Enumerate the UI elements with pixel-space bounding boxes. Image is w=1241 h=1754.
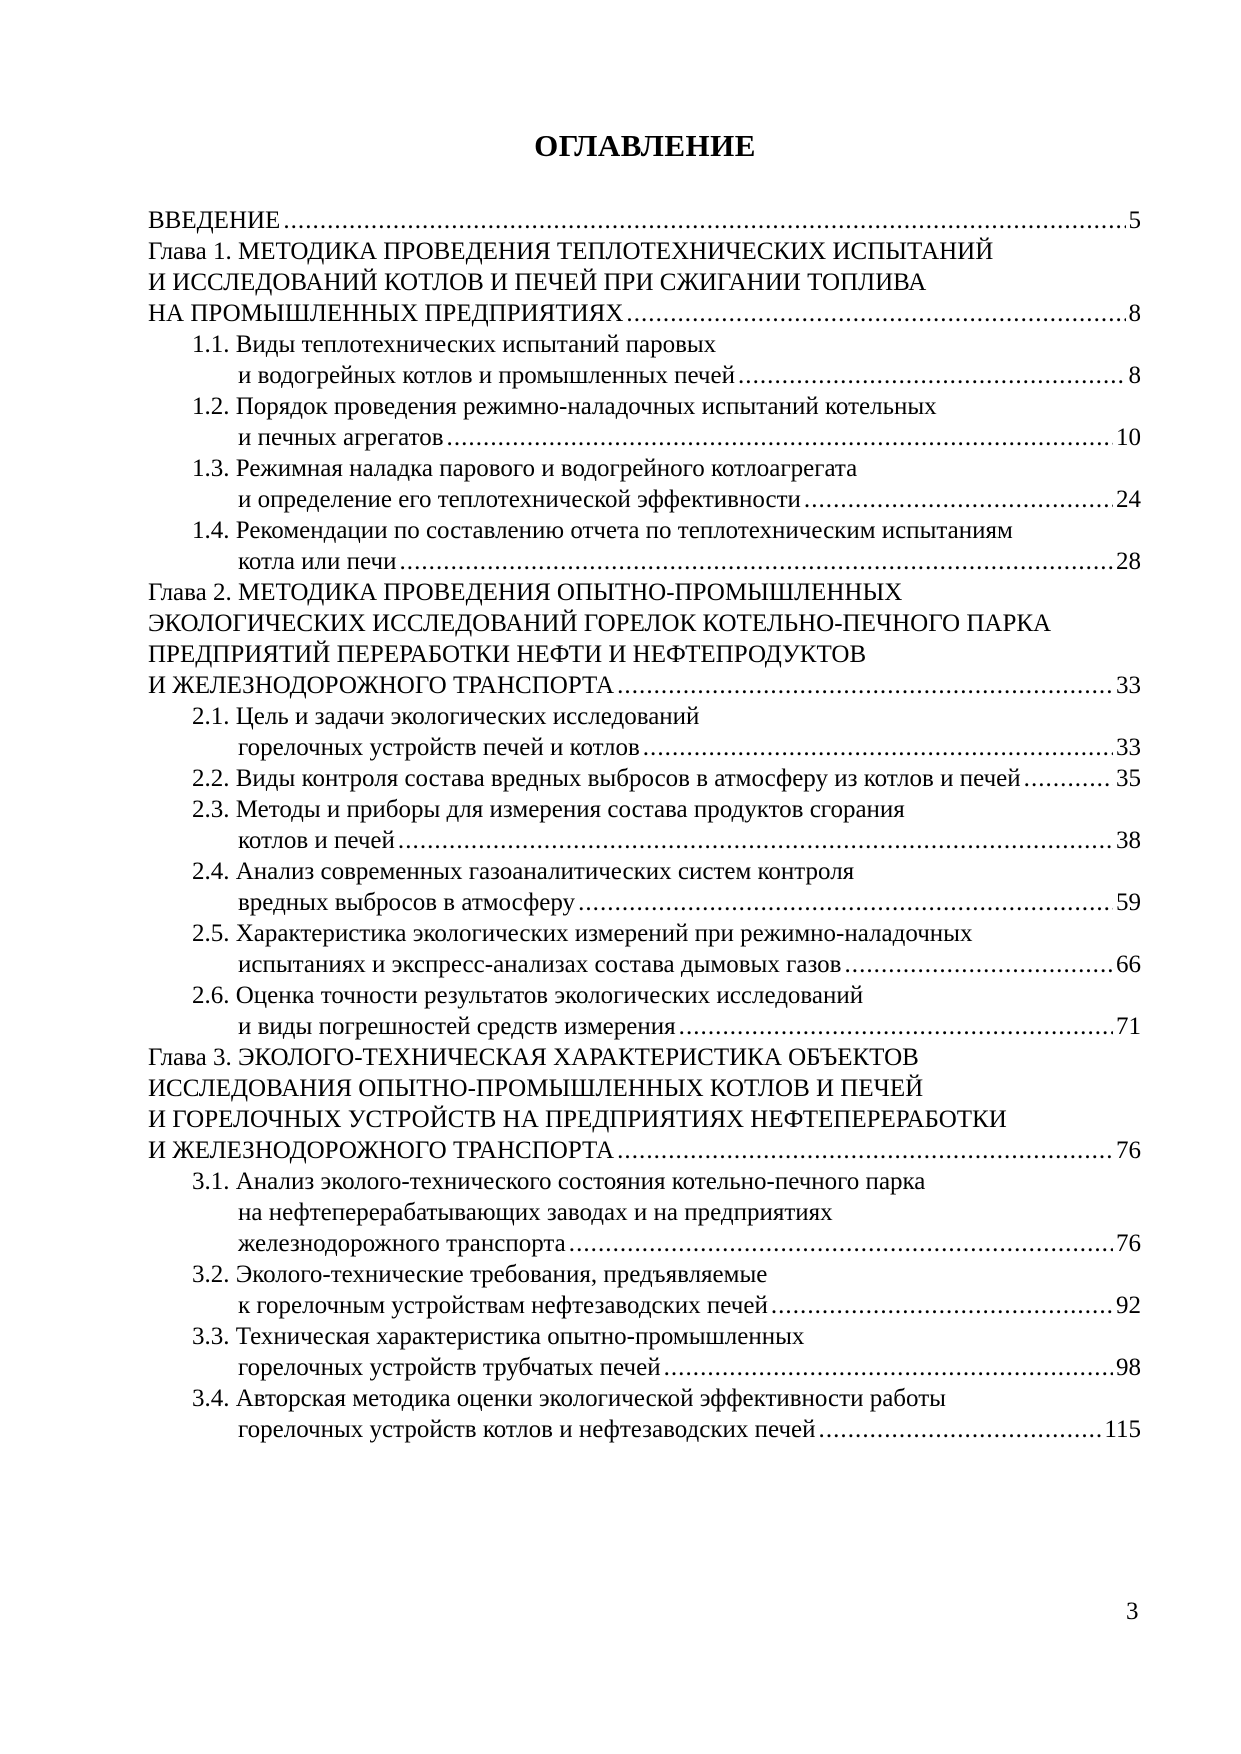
toc-entry-text: 3.1. Анализ эколого-технического состояния котельно-печного парка	[192, 1168, 926, 1195]
toc-line	[192, 732, 1141, 763]
toc-entry-text: котла или печи	[238, 548, 397, 575]
toc-entry-text: и определение его теплотехнической эффективности	[238, 486, 801, 513]
toc-line	[192, 701, 1141, 732]
toc-entry-text: И ГОРЕЛОЧНЫХ УСТРОЙСТВ НА ПРЕДПРИЯТИЯХ НЕФТЕПЕРЕРАБОТКИ	[148, 1106, 1007, 1133]
toc-page-number: 33	[1116, 734, 1141, 761]
dot-leader	[626, 298, 1125, 329]
toc-page-number: 76	[1116, 1137, 1141, 1164]
toc-line	[192, 980, 1141, 1011]
toc-page-number: 98	[1116, 1354, 1141, 1381]
toc-entry-text: котлов и печей	[238, 827, 395, 854]
toc-line	[192, 484, 1141, 515]
toc-line	[148, 577, 1141, 608]
dot-leader	[569, 1228, 1113, 1259]
toc-entry-text: И ЖЕЛЕЗНОДОРОЖНОГО ТРАНСПОРТА	[148, 672, 615, 699]
toc-entry-text: горелочных устройств печей и котлов	[238, 734, 640, 761]
toc-line	[148, 670, 1141, 701]
toc-line	[192, 1259, 1141, 1290]
toc-line	[148, 1104, 1141, 1135]
toc-entry-text: 3.2. Эколого-технические требования, предъявляемые	[192, 1261, 768, 1288]
toc-entry-text: и виды погрешностей средств измерения	[238, 1013, 676, 1040]
dot-leader	[617, 670, 1113, 701]
toc-page-number: 5	[1128, 207, 1141, 234]
toc-entry-text: НА ПРОМЫШЛЕННЫХ ПРЕДПРИЯТИЯХ	[148, 300, 624, 327]
toc-line	[192, 856, 1141, 887]
toc-section-entry	[192, 763, 1141, 794]
toc-line	[148, 1135, 1141, 1166]
toc-line	[192, 1197, 1141, 1228]
toc-entry-text: 2.1. Цель и задачи экологических исследований	[192, 703, 700, 730]
toc-entry-text: 2.6. Оценка точности результатов экологических исследований	[192, 982, 864, 1009]
toc-line	[148, 608, 1141, 639]
toc-line	[148, 298, 1141, 329]
toc-entry-text: вредных выбросов в атмосферу	[238, 889, 576, 916]
toc-line	[192, 887, 1141, 918]
toc-line	[192, 1352, 1141, 1383]
toc-entry-text: 1.4. Рекомендации по составлению отчета по теплотехническим испытаниям	[192, 517, 1013, 544]
toc-section-entry	[192, 453, 1141, 515]
toc-entry-text: 3.3. Техническая характеристика опытно-промышленных	[192, 1323, 805, 1350]
page-number: 3	[1126, 1598, 1139, 1625]
toc-line	[148, 205, 1141, 236]
toc-page-number: 71	[1116, 1013, 1141, 1040]
toc-line	[192, 1383, 1141, 1414]
toc-entry-text: 1.3. Режимная наладка парового и водогрейного котлоагрегата	[192, 455, 858, 482]
toc-line	[192, 1321, 1141, 1352]
dot-leader	[679, 1011, 1113, 1042]
dot-leader	[738, 360, 1126, 391]
toc-page-number: 92	[1116, 1292, 1141, 1319]
toc-line	[192, 391, 1141, 422]
toc-section-entry	[192, 1321, 1141, 1383]
toc-page-number: 33	[1116, 672, 1141, 699]
toc-section-entry	[192, 1259, 1141, 1321]
dot-leader	[578, 887, 1113, 918]
toc-page-number: 59	[1116, 889, 1141, 916]
toc-line	[148, 1042, 1141, 1073]
toc-line	[192, 546, 1141, 577]
toc-line	[148, 639, 1141, 670]
dot-leader	[399, 546, 1113, 577]
toc-section-entry	[192, 1166, 1141, 1259]
toc-page-number: 24	[1116, 486, 1141, 513]
toc-line	[192, 763, 1141, 794]
toc-line	[148, 236, 1141, 267]
toc-line	[192, 1228, 1141, 1259]
toc-line	[192, 329, 1141, 360]
toc-entry-text: И ЖЕЛЕЗНОДОРОЖНОГО ТРАНСПОРТА	[148, 1137, 615, 1164]
dot-leader	[804, 484, 1113, 515]
toc-chapter-entry	[148, 1042, 1141, 1166]
toc-section-entry	[192, 329, 1141, 391]
toc-page-number: 8	[1128, 300, 1141, 327]
toc-entry-text: горелочных устройств трубчатых печей	[238, 1354, 661, 1381]
toc-entry-text: 2.3. Методы и приборы для измерения состава продуктов сгорания	[192, 796, 905, 823]
toc-section-entry	[192, 794, 1141, 856]
toc-entry-text: Глава 2. МЕТОДИКА ПРОВЕДЕНИЯ ОПЫТНО-ПРОМЫШЛЕННЫХ	[148, 579, 903, 606]
dot-leader	[664, 1352, 1113, 1383]
toc-line	[192, 1166, 1141, 1197]
toc-section-entry	[192, 701, 1141, 763]
toc-page-number: 76	[1116, 1230, 1141, 1257]
toc-entry-text: к горелочным устройствам нефтезаводских печей	[238, 1292, 768, 1319]
toc-entry-text: И ИССЛЕДОВАНИЙ КОТЛОВ И ПЕЧЕЙ ПРИ СЖИГАНИИ ТОПЛИВА	[148, 269, 927, 296]
dot-leader	[643, 732, 1113, 763]
toc-line	[192, 1414, 1141, 1445]
toc-entry-text: и водогрейных котлов и промышленных печей	[238, 362, 735, 389]
toc-line	[192, 949, 1141, 980]
dot-leader	[1024, 763, 1113, 794]
toc-section-entry	[192, 856, 1141, 918]
dot-leader	[398, 825, 1113, 856]
toc-entry-text: 1.1. Виды теплотехнических испытаний паровых	[192, 331, 717, 358]
toc-entry-text: ЭКОЛОГИЧЕСКИХ ИССЛЕДОВАНИЙ ГОРЕЛОК КОТЕЛЬНО-ПЕЧНОГО ПАРКА	[148, 610, 1052, 637]
toc-page-number: 10	[1116, 424, 1141, 451]
toc-entry-text: горелочных устройств котлов и нефтезаводских печей	[238, 1416, 816, 1443]
toc-page-number: 8	[1128, 362, 1141, 389]
toc-entry-text: испытаниях и экспресс-анализах состава дымовых газов	[238, 951, 842, 978]
toc-title: ОГЛАВЛЕНИЕ	[534, 128, 756, 163]
toc-line	[192, 360, 1141, 391]
toc-chapter-entry	[148, 205, 1141, 236]
toc-entry-text: железнодорожного транспорта	[238, 1230, 566, 1257]
dot-leader	[617, 1135, 1113, 1166]
toc-entry-text: ВВЕДЕНИЕ	[148, 207, 281, 234]
dot-leader	[447, 422, 1113, 453]
dot-leader	[771, 1290, 1113, 1321]
dot-leader	[283, 205, 1125, 236]
toc-section-entry	[192, 391, 1141, 453]
toc-line	[192, 422, 1141, 453]
toc-line	[192, 1011, 1141, 1042]
toc-section-entry	[192, 1383, 1141, 1445]
toc-line	[192, 453, 1141, 484]
toc-line	[192, 918, 1141, 949]
toc-entry-text: 3.4. Авторская методика оценки экологической эффективности работы	[192, 1385, 946, 1412]
toc-section-entry	[192, 980, 1141, 1042]
toc-entry-text: Глава 1. МЕТОДИКА ПРОВЕДЕНИЯ ТЕПЛОТЕХНИЧЕСКИХ ИСПЫТАНИЙ	[148, 238, 994, 265]
table-of-contents	[148, 205, 1141, 1445]
toc-chapter-entry	[148, 577, 1141, 701]
toc-entry-text: 2.2. Виды контроля состава вредных выбросов в атмосферу из котлов и печей	[192, 765, 1021, 792]
dot-leader	[844, 949, 1113, 980]
toc-line	[148, 267, 1141, 298]
toc-page-number: 66	[1116, 951, 1141, 978]
toc-entry-text: Глава 3. ЭКОЛОГО-ТЕХНИЧЕСКАЯ ХАРАКТЕРИСТИКА ОБЪЕКТОВ	[148, 1044, 919, 1071]
toc-entry-text: 2.4. Анализ современных газоаналитических систем контроля	[192, 858, 855, 885]
dot-leader	[819, 1414, 1102, 1445]
toc-entry-text: ИССЛЕДОВАНИЯ ОПЫТНО-ПРОМЫШЛЕННЫХ КОТЛОВ И ПЕЧЕЙ	[148, 1075, 924, 1102]
toc-page-number: 38	[1116, 827, 1141, 854]
toc-line	[192, 1290, 1141, 1321]
toc-page-number: 35	[1116, 765, 1141, 792]
toc-section-entry	[192, 918, 1141, 980]
toc-chapter-entry	[148, 236, 1141, 329]
toc-entry-text: 1.2. Порядок проведения режимно-наладочных испытаний котельных	[192, 393, 937, 420]
toc-page-number: 115	[1104, 1416, 1141, 1443]
toc-line	[192, 825, 1141, 856]
toc-line	[148, 1073, 1141, 1104]
toc-entry-text: 2.5. Характеристика экологических измерений при режимно-наладочных	[192, 920, 973, 947]
toc-line	[192, 515, 1141, 546]
toc-entry-text: на нефтеперерабатывающих заводах и на предприятиях	[238, 1199, 833, 1226]
toc-line	[192, 794, 1141, 825]
toc-entry-text: ПРЕДПРИЯТИЙ ПЕРЕРАБОТКИ НЕФТИ И НЕФТЕПРОДУКТОВ	[148, 641, 867, 668]
toc-entry-text: и печных агрегатов	[238, 424, 444, 451]
toc-section-entry	[192, 515, 1141, 577]
toc-page-number: 28	[1116, 548, 1141, 575]
